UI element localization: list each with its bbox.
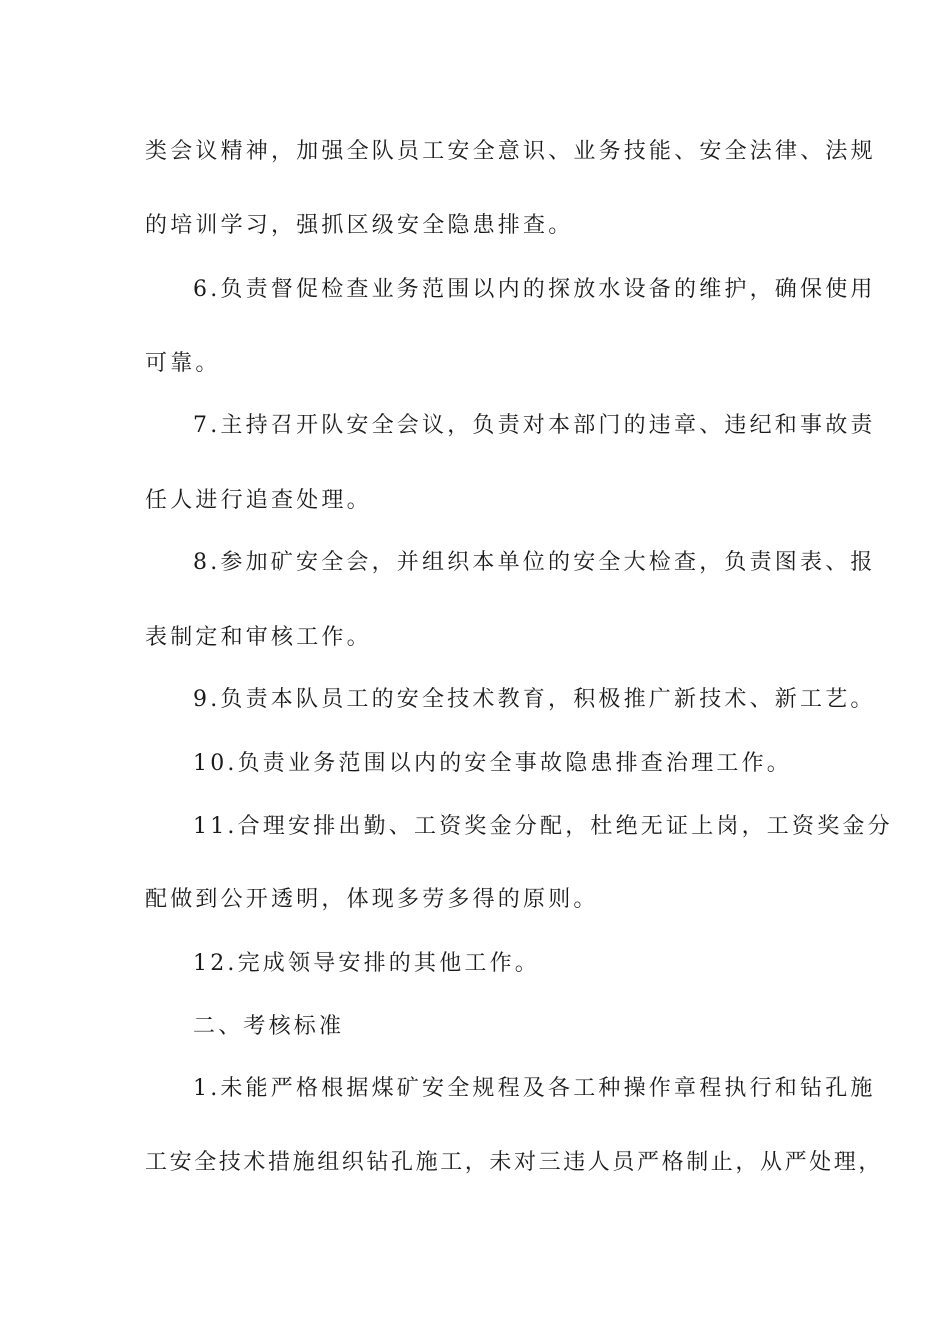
paragraph-line: 表制定和审核工作。 [145, 625, 372, 650]
paragraph-line: 的培训学习，强抓区级安全隐患排查。 [145, 213, 574, 238]
paragraph-line: 12.完成领导安排的其他工作。 [193, 951, 540, 976]
paragraph-line: 8.参加矿安全会，并组织本单位的安全大检查，负责图表、报 [193, 550, 876, 575]
paragraph-line: 工安全技术措施组织钻孔施工，未对三违人员严格制止，从严处理， [145, 1150, 884, 1175]
paragraph-line: 类会议精神，加强全队员工安全意识、业务技能、安全法律、法规 [145, 139, 876, 164]
paragraph-line: 配做到公开透明，体现多劳多得的原则。 [145, 887, 599, 912]
section-heading: 二、考核标准 [193, 1014, 345, 1039]
paragraph-line: 6.负责督促检查业务范围以内的探放水设备的维护，确保使用 [193, 277, 876, 302]
paragraph-line: 1.未能严格根据煤矿安全规程及各工种操作章程执行和钻孔施 [193, 1076, 876, 1101]
paragraph-line: 可靠。 [145, 351, 221, 376]
paragraph-line: 任人进行追查处理。 [145, 488, 372, 513]
paragraph-line: 7.主持召开队安全会议，负责对本部门的违章、违纪和事故责 [193, 413, 876, 438]
paragraph-line: 9.负责本队员工的安全技术教育，积极推广新技术、新工艺。 [193, 687, 876, 712]
paragraph-line: 10.负责业务范围以内的安全事故隐患排查治理工作。 [193, 751, 792, 776]
paragraph-line: 11.合理安排出勤、工资奖金分配，杜绝无证上岗，工资奖金分 [193, 814, 893, 839]
